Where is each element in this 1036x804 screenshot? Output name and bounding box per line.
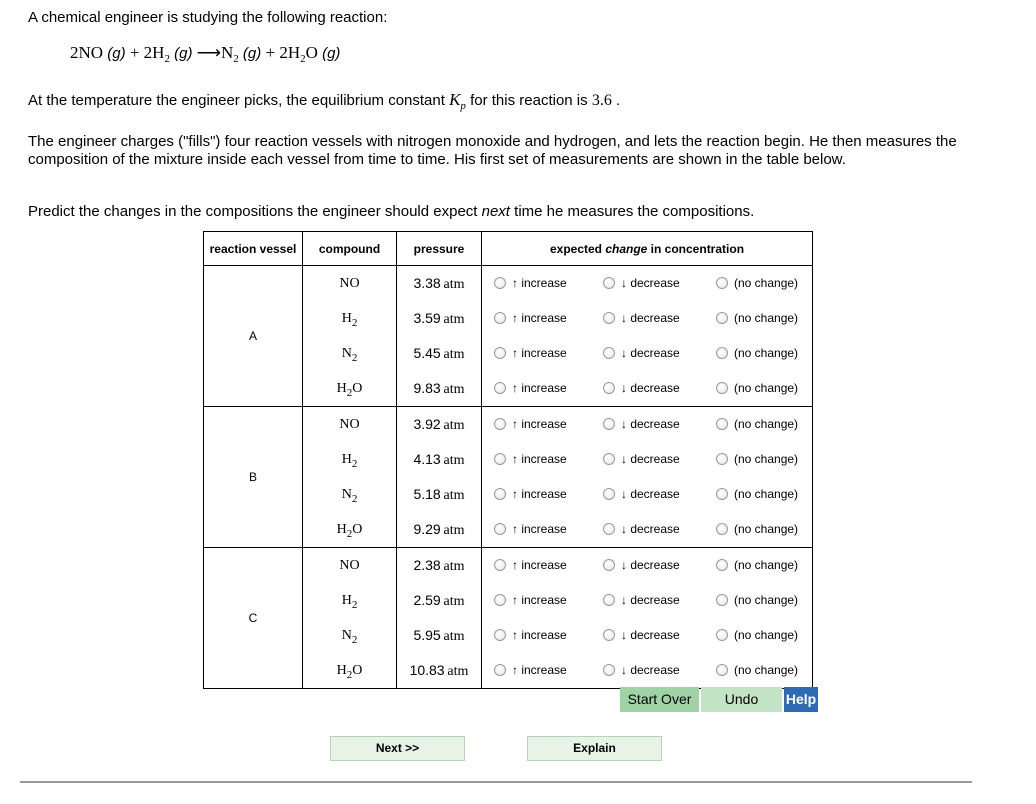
radio-circle-icon[interactable] (716, 559, 728, 571)
radio-decrease[interactable] (603, 487, 680, 501)
radio-no-change[interactable] (716, 628, 798, 642)
table-row (204, 266, 813, 302)
change-options (482, 653, 813, 689)
measurement-table (203, 231, 813, 689)
vessel-label: B (204, 407, 303, 548)
radio-increase[interactable] (494, 417, 567, 431)
radio-no-change[interactable] (716, 311, 798, 325)
pressure-value: 5.95 atm (397, 618, 482, 653)
radio-circle-icon[interactable] (603, 594, 615, 606)
pressure-value: 2.59 atm (397, 583, 482, 618)
option-label: ↑ increase (512, 487, 567, 501)
option-label: (no change) (734, 452, 799, 466)
pressure-value: 10.83 atm (397, 653, 482, 689)
option-label: ↓ decrease (621, 311, 680, 325)
radio-no-change[interactable] (716, 487, 798, 501)
radio-circle-icon[interactable] (716, 664, 728, 676)
radio-no-change[interactable] (716, 452, 798, 466)
compound-formula: NO (303, 548, 397, 584)
change-options (482, 301, 813, 336)
option-label: ↑ increase (512, 311, 567, 325)
option-label: (no change) (734, 558, 799, 572)
radio-no-change[interactable] (716, 381, 798, 395)
radio-increase[interactable] (494, 558, 567, 572)
option-label: ↓ decrease (621, 487, 680, 501)
pressure-value: 3.59 atm (397, 301, 482, 336)
help-button[interactable]: Help (784, 687, 818, 712)
radio-circle-icon[interactable] (716, 418, 728, 430)
pressure-value: 2.38 atm (397, 548, 482, 584)
radio-no-change[interactable] (716, 417, 798, 431)
compound-formula: $N_2$ (303, 618, 397, 653)
option-label: ↑ increase (512, 593, 567, 607)
option-label: ↑ increase (512, 417, 567, 431)
undo-button[interactable]: Undo (701, 687, 782, 712)
reaction-equation: 2NO $(g) + 2H_2$ (g) $⟶N_2$ $(g) + 2H_2O$ (g) (70, 43, 341, 65)
option-label: (no change) (734, 276, 799, 290)
option-label: (no change) (734, 628, 799, 642)
radio-increase[interactable] (494, 452, 567, 466)
change-options (482, 442, 813, 477)
radio-circle-icon[interactable] (494, 488, 506, 500)
radio-circle-icon[interactable] (603, 523, 615, 535)
change-options (482, 336, 813, 371)
radio-circle-icon[interactable] (716, 629, 728, 641)
change-options (482, 618, 813, 653)
intro-text: A chemical engineer is studying the following reaction: (28, 9, 388, 26)
radio-no-change[interactable] (716, 346, 798, 360)
compound-formula: NO (303, 407, 397, 443)
radio-circle-icon[interactable] (494, 347, 506, 359)
pressure-value: 5.45 atm (397, 336, 482, 371)
option-label: ↑ increase (512, 452, 567, 466)
change-options (482, 512, 813, 548)
kp-value: 3.6 (591, 92, 612, 109)
radio-decrease[interactable] (603, 417, 680, 431)
option-label: ↓ decrease (621, 381, 680, 395)
radio-circle-icon[interactable] (716, 453, 728, 465)
radio-decrease[interactable] (603, 311, 680, 325)
pressure-value: 9.83 atm (397, 371, 482, 407)
option-label: (no change) (734, 522, 799, 536)
option-label: ↑ increase (512, 628, 567, 642)
radio-circle-icon[interactable] (494, 277, 506, 289)
option-label: ↑ increase (512, 522, 567, 536)
compound-formula: $H_2O$ (303, 653, 397, 689)
radio-no-change[interactable] (716, 276, 798, 290)
radio-circle-icon[interactable] (603, 347, 615, 359)
pressure-value: 9.29 atm (397, 512, 482, 548)
explain-button[interactable]: Explain (527, 736, 662, 761)
option-label: ↓ decrease (621, 558, 680, 572)
change-options (482, 548, 813, 584)
radio-circle-icon[interactable] (603, 418, 615, 430)
radio-decrease[interactable] (603, 593, 680, 607)
radio-circle-icon[interactable] (603, 382, 615, 394)
radio-increase[interactable] (494, 311, 567, 325)
radio-circle-icon[interactable] (716, 277, 728, 289)
radio-circle-icon[interactable] (603, 629, 615, 641)
option-label: (no change) (734, 381, 799, 395)
compound-formula: $H_2O$ (303, 371, 397, 407)
option-label: ↑ increase (512, 663, 567, 677)
option-label: (no change) (734, 417, 799, 431)
start-over-button[interactable]: Start Over (620, 687, 699, 712)
option-label: ↓ decrease (621, 522, 680, 536)
compound-formula: $H_2$ (303, 301, 397, 336)
problem-description: The engineer charges ("fills") four reaction vessels with nitrogen monoxide and hydrogen, and lets the reaction begin. He then measures the composition of the mixture inside each vessel from time to time. His first set of measurements are shown in the table below. (28, 133, 957, 168)
radio-circle-icon[interactable] (494, 312, 506, 324)
radio-increase[interactable] (494, 346, 567, 360)
radio-decrease[interactable] (603, 628, 680, 642)
option-label: ↑ increase (512, 346, 567, 360)
radio-increase[interactable] (494, 663, 567, 677)
radio-circle-icon[interactable] (494, 629, 506, 641)
prediction-instruction: Predict the changes in the compositions the engineer should expect next time he measures the compositions. (28, 203, 755, 220)
radio-circle-icon[interactable] (603, 559, 615, 571)
header-pressure: pressure (397, 232, 482, 266)
radio-circle-icon[interactable] (603, 488, 615, 500)
compound-formula: $N_2$ (303, 336, 397, 371)
vessel-label: C (204, 548, 303, 689)
radio-circle-icon[interactable] (716, 523, 728, 535)
radio-circle-icon[interactable] (603, 664, 615, 676)
change-options (482, 407, 813, 443)
table-row (204, 407, 813, 443)
radio-no-change[interactable] (716, 558, 798, 572)
radio-no-change[interactable] (716, 593, 798, 607)
option-label: (no change) (734, 593, 799, 607)
option-label: ↓ decrease (621, 663, 680, 677)
next-button[interactable]: Next >> (330, 736, 465, 761)
change-options (482, 266, 813, 302)
change-options (482, 583, 813, 618)
radio-no-change[interactable] (716, 522, 798, 536)
radio-circle-icon[interactable] (603, 277, 615, 289)
pressure-value: 5.18 atm (397, 477, 482, 512)
radio-circle-icon[interactable] (494, 523, 506, 535)
pressure-value: 3.92 atm (397, 407, 482, 443)
change-options (482, 371, 813, 407)
radio-increase[interactable] (494, 593, 567, 607)
option-label: ↓ decrease (621, 346, 680, 360)
radio-circle-icon[interactable] (494, 559, 506, 571)
radio-circle-icon[interactable] (716, 312, 728, 324)
radio-decrease[interactable] (603, 346, 680, 360)
radio-circle-icon[interactable] (716, 382, 728, 394)
radio-circle-icon[interactable] (494, 664, 506, 676)
equilibrium-constant-text: At the temperature the engineer picks, the equilibrium constant $K_p$ for this reaction is 3.6 . (28, 90, 621, 112)
radio-decrease[interactable] (603, 452, 680, 466)
radio-no-change[interactable] (716, 663, 798, 677)
option-label: ↑ increase (512, 276, 567, 290)
radio-circle-icon[interactable] (716, 347, 728, 359)
radio-circle-icon[interactable] (716, 488, 728, 500)
radio-increase[interactable] (494, 276, 567, 290)
radio-decrease[interactable] (603, 381, 680, 395)
option-label: (no change) (734, 311, 799, 325)
radio-decrease[interactable] (603, 663, 680, 677)
option-label: (no change) (734, 487, 799, 501)
option-label: ↓ decrease (621, 628, 680, 642)
radio-increase[interactable] (494, 628, 567, 642)
option-label: ↑ increase (512, 381, 567, 395)
option-label: ↓ decrease (621, 276, 680, 290)
radio-decrease[interactable] (603, 522, 680, 536)
radio-increase[interactable] (494, 487, 567, 501)
radio-circle-icon[interactable] (494, 594, 506, 606)
table-row (204, 548, 813, 584)
pressure-value: 4.13 atm (397, 442, 482, 477)
option-label: (no change) (734, 663, 799, 677)
option-label: ↓ decrease (621, 452, 680, 466)
compound-formula: $H_2O$ (303, 512, 397, 548)
radio-circle-icon[interactable] (603, 453, 615, 465)
radio-circle-icon[interactable] (603, 312, 615, 324)
header-expected-change: expected change in concentration (482, 232, 813, 266)
header-compound: compound (303, 232, 397, 266)
compound-formula: $N_2$ (303, 477, 397, 512)
option-label: ↓ decrease (621, 593, 680, 607)
radio-decrease[interactable] (603, 276, 680, 290)
radio-increase[interactable] (494, 522, 567, 536)
header-reaction-vessel: reaction vessel (204, 232, 303, 266)
radio-circle-icon[interactable] (494, 382, 506, 394)
pressure-value: 3.38 atm (397, 266, 482, 302)
radio-circle-icon[interactable] (716, 594, 728, 606)
compound-formula: $H_2$ (303, 583, 397, 618)
radio-decrease[interactable] (603, 558, 680, 572)
option-label: (no change) (734, 346, 799, 360)
option-label: ↓ decrease (621, 417, 680, 431)
radio-circle-icon[interactable] (494, 418, 506, 430)
compound-formula: NO (303, 266, 397, 302)
bottom-divider (20, 781, 972, 783)
option-label: ↑ increase (512, 558, 567, 572)
radio-circle-icon[interactable] (494, 453, 506, 465)
radio-increase[interactable] (494, 381, 567, 395)
compound-formula: $H_2$ (303, 442, 397, 477)
vessel-label: A (204, 266, 303, 407)
change-options (482, 477, 813, 512)
